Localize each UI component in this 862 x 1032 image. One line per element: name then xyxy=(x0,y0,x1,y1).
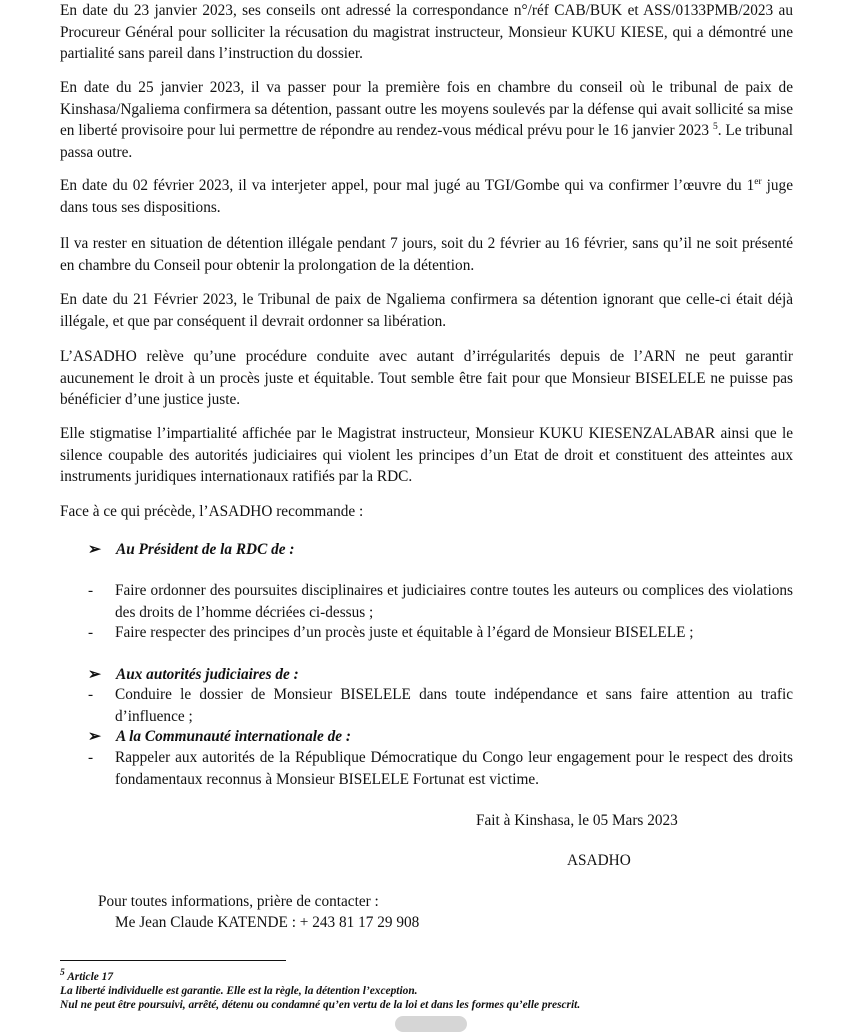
arrow-bullet-icon: ➢ xyxy=(88,728,101,745)
list-item xyxy=(88,580,793,623)
list-item-text: Faire respecter des principes d’un procès juste et équitable à l’égard de Monsieur BISELELE ; xyxy=(115,624,694,641)
dash-bullet-icon: - xyxy=(88,582,94,599)
paragraph-chambre-conseil: En date du 25 janvier 2023, il va passer pour la première fois en chambre du conseil où le tribunal de paix de Kinshasa/Ngaliema confirmera sa détention, passant outre les moyens soulevés par la défense qui avait sollicité sa mise en liberté provisoire pour lui permettre de répondre au rendez-vous médical prévu pour le 16 janvier 2023 $^5$. Le tribunal passa outre. xyxy=(60,79,793,161)
paragraph-tribunal-ngaliema: En date du 21 Février 2023, le Tribunal de paix de Ngaliema confirmera sa détention ignorant que celle-ci était déjà illégale, et que par conséquent il devrait ordonner sa libération. xyxy=(60,291,793,330)
footnote-reference: 5 xyxy=(712,121,718,132)
footnote-article xyxy=(60,970,820,984)
recommendation-heading-text: A la Communauté internationale de : xyxy=(116,728,352,745)
paragraph-chambre-conseil-text: En date du 25 janvier 2023, il va passer pour la première fois en chambre du conseil où le tribunal de paix de Kinshasa/Ngaliema confirmera sa détention, passant outre les moyens soulevés par la défense qui avait sollicité sa mise en liberté provisoire pour lui permettre de répondre au rendez-vous médical prévu pour le 16 janvier 2023 xyxy=(60,79,793,139)
list-item-text: Faire ordonner des poursuites disciplinaires et judiciaires contre toutes les auteurs ou complices des violations des droits de l’homme décriées ci-dessus ; xyxy=(115,582,793,621)
recommendation-heading-communaute xyxy=(88,726,351,748)
list-item xyxy=(88,747,793,790)
paragraph-asadho-releve: L’ASADHO relève qu’une procédure conduite avec autant d’irrégularités depuis de l’ARN ne peut garantir aucunement le droit à un procès juste et équitable. Tout semble être fait pour que Monsieur BISELELE ne puisse pas bénéficier d’une justice juste. xyxy=(60,348,793,408)
list-item-text: Conduire le dossier de Monsieur BISELELE dans toute indépendance et sans faire attention au trafic d’influence ; xyxy=(115,686,793,725)
recommendation-heading-president xyxy=(88,539,294,561)
list-item-text: Rappeler aux autorités de la République Démocratique du Congo leur engagement pour le respect des droits fondamentaux reconnus à Monsieur BISELELE Fortunat est victime. xyxy=(115,749,793,788)
list-item xyxy=(88,622,793,644)
footnote-number: 5 xyxy=(60,968,65,979)
closing-signature: ASADHO xyxy=(567,852,631,869)
paragraph-stigmatise: Elle stigmatise l’impartialité affichée par le Magistrat instructeur, Monsieur KUKU KIESENZALABAR ainsi que le silence coupable des autorités judiciaires qui violent les principes d’un Etat de droit et constituent des atteintes aux instruments juridiques internationaux ratifiés par la RDC. xyxy=(60,425,793,485)
paragraph-appel-text: En date du 02 février 2023, il va interjeter appel, pour mal jugé au TGI/Gombe qui va confirmer l’œuvre du 1 xyxy=(60,177,755,194)
dash-bullet-icon: - xyxy=(88,749,94,766)
contact-person: Me Jean Claude KATENDE : + 243 81 17 29 908 xyxy=(115,914,420,931)
contact-intro: Pour toutes informations, prière de contacter : xyxy=(98,893,379,910)
paragraph-appel-end: juge dans tous ses dispositions. xyxy=(60,177,793,216)
footnote-line-2: Nul ne peut être poursuivi, arrêté, détenu ou condamné qu’en vertu de la loi et dans les formes qu’elle prescrit. xyxy=(60,999,581,1011)
recommendation-heading-text: Aux autorités judiciaires de : xyxy=(116,666,299,683)
closing-place-date: Fait à Kinshasa, le 05 Mars 2023 xyxy=(476,812,678,829)
paragraph-appel xyxy=(60,175,793,218)
paragraph-chambre-conseil-end: Le tribunal passa outre. xyxy=(60,122,793,161)
footnote-separator xyxy=(60,960,286,961)
dash-bullet-icon: - xyxy=(88,686,94,703)
arrow-bullet-icon: ➢ xyxy=(88,541,101,558)
paragraph-detention-illegale: Il va rester en situation de détention illégale pendant 7 jours, soit du 2 février au 16 février, sans qu’il ne soit présenté en chambre du Conseil pour obtenir la prolongation de la détention. xyxy=(60,235,793,274)
footnote-article-title: Article 17 xyxy=(67,971,114,983)
footnote-line-1: La liberté individuelle est garantie. Elle est la règle, la détention l’exception. xyxy=(60,985,418,997)
dash-bullet-icon: - xyxy=(88,624,94,641)
recommendation-heading-autorites xyxy=(88,664,299,686)
paragraph-recommande: Face à ce qui précède, l’ASADHO recommande : xyxy=(60,503,364,520)
arrow-bullet-icon: ➢ xyxy=(88,666,101,683)
ordinal-superscript: er xyxy=(754,176,762,187)
recommendation-heading-text: Au Président de la RDC de : xyxy=(116,541,295,558)
list-item xyxy=(88,684,793,727)
paragraph-recusation: En date du 23 janvier 2023, ses conseils ont adressé la correspondance n°/réf CAB/BUK et ASS/0133PMB/2023 au Procureur Général pour solliciter la récusation du magistrat instructeur, Monsieur KUKU KIESE, qui a démontré une partialité sans pareil dans l’instruction du dossier. xyxy=(60,2,793,62)
scroll-indicator[interactable] xyxy=(395,1016,467,1032)
